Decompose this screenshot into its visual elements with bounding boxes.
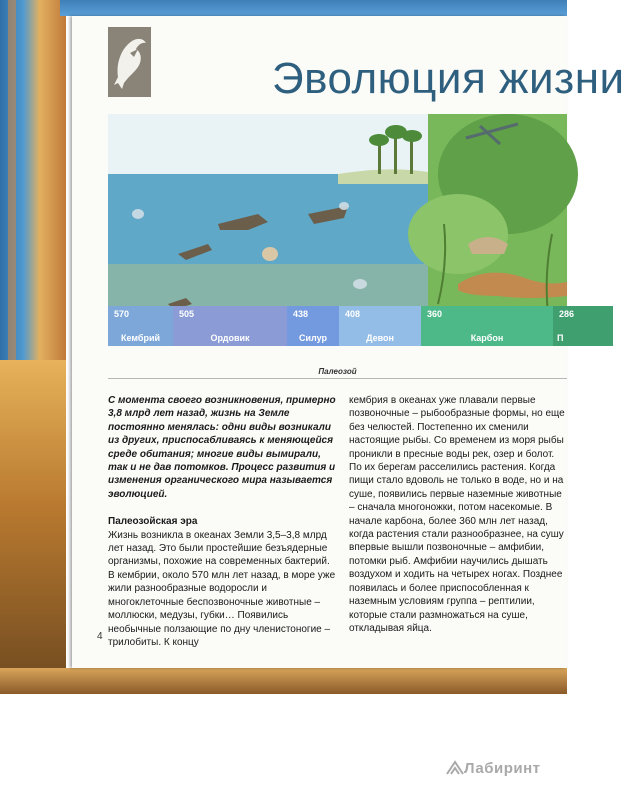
timeline-start: 505 bbox=[179, 309, 195, 319]
timeline-period: Карбон bbox=[470, 333, 504, 343]
timeline-start: 438 bbox=[293, 309, 309, 319]
evolution-illustration bbox=[108, 114, 567, 322]
book-cover-top-edge bbox=[60, 0, 567, 16]
page-title: Эволюция жизни bbox=[272, 54, 625, 103]
timeline-period: П bbox=[557, 333, 564, 343]
book-cover-bottom-edge bbox=[0, 668, 567, 694]
timeline-period: Кембрий bbox=[120, 333, 161, 343]
dolphin-icon bbox=[108, 27, 151, 97]
labyrinth-icon bbox=[446, 761, 464, 775]
timeline-period: Силур bbox=[298, 333, 327, 343]
timeline-segment bbox=[553, 306, 613, 346]
text-column-left bbox=[108, 394, 336, 649]
watermark bbox=[446, 760, 541, 777]
book-cover-left-edge bbox=[0, 0, 66, 690]
text-column-right bbox=[349, 394, 567, 635]
divider bbox=[108, 378, 567, 379]
intro-paragraph: С момента своего возникновения, примерно 3,8 млрд лет назад, жизнь на Земле постоянно менялась: одни виды возникали из других, приспосабливаясь к меняющейся среде обитания; многие виды вымирали, так и не дав потомков. Процесс развития и изменения органического мира называется эволюцией. bbox=[108, 395, 336, 500]
era-label: Палеозой bbox=[318, 367, 357, 376]
timeline-start: 408 bbox=[345, 309, 361, 319]
page-number: 4 bbox=[97, 631, 103, 642]
timeline-period: Ордовик bbox=[210, 333, 250, 343]
timeline-segment bbox=[287, 306, 339, 346]
timeline-segment bbox=[339, 306, 421, 346]
timeline-segment bbox=[173, 306, 287, 346]
timeline-start: 570 bbox=[114, 309, 130, 319]
timeline-start: 360 bbox=[427, 309, 443, 319]
timeline-segment bbox=[108, 306, 173, 346]
book-page bbox=[72, 16, 625, 668]
timeline-start: 286 bbox=[559, 309, 575, 319]
geologic-timeline bbox=[108, 306, 575, 346]
watermark-text: Лабиринт bbox=[464, 760, 541, 777]
timeline-segment bbox=[421, 306, 553, 346]
section-heading: Палеозойская эра bbox=[108, 516, 198, 528]
section-paragraph: Жизнь возникла в океанах Земли 3,5–3,8 млрд лет назад. Это были простейшие безъядерные организмы, похожие на современных бактерий. В кембрии, около 570 млн лет назад, в море уже жили разнообразные водоросли и многоклеточные беспозвоночные животные – моллюски, медузы, губки… Появились необычные ползающие по дну членистоногие – трилобиты. К концу bbox=[108, 529, 336, 648]
cover-landscape bbox=[0, 360, 66, 690]
timeline-period: Девон bbox=[366, 333, 394, 343]
body-paragraph: кембрия в океанах уже плавали первые позвоночные – рыбообразные формы, но еще без челюстей. Постепенно их сменили настоящие рыбы. Со временем из моря рыбы проникли в пресные воды рек, озер и болот. По их берегам расселились растения. Когда пищи стало вдоволь не только в воде, но и на суше, появились первые наземные животные – сначала многоножки, потом насекомые. В начале карбона, более 360 млн лет назад, когда растения стали разнообразнее, на сушу впервые вышли позвоночные – амфибии, потомки рыб. Амфибии научились дышать воздухом и ходить на четырех ногах. Позднее появилась и более приспособленная к наземным условиям группа – рептилии, которые стали размножаться на суше, откладывая яйца. bbox=[349, 395, 565, 634]
